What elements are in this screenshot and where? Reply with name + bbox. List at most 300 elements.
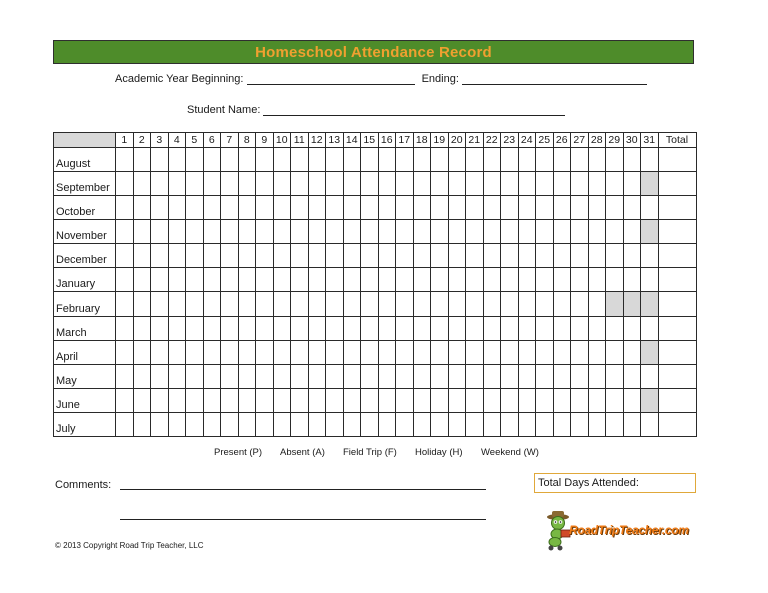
day-cell[interactable] <box>221 220 239 244</box>
day-cell[interactable] <box>483 412 501 436</box>
day-cell[interactable] <box>466 292 484 316</box>
day-cell[interactable] <box>273 148 291 172</box>
month-total-cell[interactable] <box>658 148 696 172</box>
day-cell[interactable] <box>536 316 554 340</box>
day-cell[interactable] <box>291 268 309 292</box>
day-cell[interactable] <box>308 148 326 172</box>
day-cell[interactable] <box>448 196 466 220</box>
day-cell[interactable] <box>588 268 606 292</box>
day-cell[interactable] <box>361 292 379 316</box>
day-cell[interactable] <box>116 388 134 412</box>
day-cell[interactable] <box>588 196 606 220</box>
day-cell[interactable] <box>606 316 624 340</box>
day-cell[interactable] <box>396 172 414 196</box>
day-cell[interactable] <box>448 316 466 340</box>
day-cell[interactable] <box>326 220 344 244</box>
day-cell[interactable] <box>203 340 221 364</box>
day-cell[interactable] <box>361 412 379 436</box>
day-cell[interactable] <box>641 196 659 220</box>
day-cell[interactable] <box>553 244 571 268</box>
day-cell[interactable] <box>343 244 361 268</box>
day-cell[interactable] <box>116 340 134 364</box>
day-cell[interactable] <box>291 340 309 364</box>
day-cell[interactable] <box>466 196 484 220</box>
day-cell[interactable] <box>343 148 361 172</box>
day-cell[interactable] <box>116 172 134 196</box>
day-cell[interactable] <box>518 316 536 340</box>
day-cell[interactable] <box>273 412 291 436</box>
day-cell[interactable] <box>203 292 221 316</box>
day-cell[interactable] <box>186 340 204 364</box>
day-cell[interactable] <box>518 220 536 244</box>
day-cell[interactable] <box>606 196 624 220</box>
day-cell[interactable] <box>536 220 554 244</box>
day-cell[interactable] <box>448 220 466 244</box>
day-cell[interactable] <box>553 196 571 220</box>
day-cell[interactable] <box>343 268 361 292</box>
day-cell[interactable] <box>378 364 396 388</box>
day-cell[interactable] <box>203 268 221 292</box>
month-total-cell[interactable] <box>658 244 696 268</box>
day-cell[interactable] <box>413 412 431 436</box>
day-cell[interactable] <box>483 364 501 388</box>
day-cell[interactable] <box>221 268 239 292</box>
day-cell[interactable] <box>256 292 274 316</box>
day-cell[interactable] <box>168 388 186 412</box>
day-cell[interactable] <box>413 316 431 340</box>
day-cell[interactable] <box>361 388 379 412</box>
day-cell[interactable] <box>151 364 169 388</box>
day-cell[interactable] <box>343 364 361 388</box>
day-cell[interactable] <box>151 412 169 436</box>
day-cell[interactable] <box>483 244 501 268</box>
day-cell[interactable] <box>238 268 256 292</box>
day-cell[interactable] <box>361 340 379 364</box>
day-cell[interactable] <box>483 172 501 196</box>
day-cell[interactable] <box>361 316 379 340</box>
day-cell[interactable] <box>291 148 309 172</box>
day-cell[interactable] <box>413 292 431 316</box>
day-cell[interactable] <box>623 412 641 436</box>
day-cell[interactable] <box>501 196 519 220</box>
day-cell[interactable] <box>151 172 169 196</box>
day-cell[interactable] <box>256 388 274 412</box>
day-cell[interactable] <box>256 220 274 244</box>
day-cell[interactable] <box>133 244 151 268</box>
day-cell[interactable] <box>361 148 379 172</box>
day-cell[interactable] <box>326 316 344 340</box>
day-cell[interactable] <box>133 268 151 292</box>
day-cell[interactable] <box>221 172 239 196</box>
day-cell[interactable] <box>588 244 606 268</box>
day-cell[interactable] <box>221 364 239 388</box>
day-cell[interactable] <box>238 148 256 172</box>
day-cell[interactable] <box>291 364 309 388</box>
day-cell[interactable] <box>553 268 571 292</box>
academic-year-field[interactable] <box>247 73 415 85</box>
day-cell[interactable] <box>291 220 309 244</box>
day-cell[interactable] <box>343 196 361 220</box>
day-cell[interactable] <box>641 316 659 340</box>
day-cell[interactable] <box>221 412 239 436</box>
day-cell[interactable] <box>168 340 186 364</box>
day-cell[interactable] <box>448 364 466 388</box>
day-cell[interactable] <box>361 244 379 268</box>
month-total-cell[interactable] <box>658 316 696 340</box>
day-cell[interactable] <box>641 412 659 436</box>
day-cell[interactable] <box>466 316 484 340</box>
day-cell[interactable] <box>238 364 256 388</box>
day-cell[interactable] <box>256 268 274 292</box>
day-cell[interactable] <box>448 388 466 412</box>
day-cell[interactable] <box>396 148 414 172</box>
month-total-cell[interactable] <box>658 220 696 244</box>
day-cell[interactable] <box>588 364 606 388</box>
day-cell[interactable] <box>116 268 134 292</box>
day-cell[interactable] <box>238 388 256 412</box>
day-cell[interactable] <box>606 172 624 196</box>
day-cell[interactable] <box>186 268 204 292</box>
day-cell[interactable] <box>343 340 361 364</box>
total-days-box[interactable] <box>534 473 696 493</box>
day-cell[interactable] <box>501 388 519 412</box>
day-cell[interactable] <box>378 412 396 436</box>
day-cell[interactable] <box>553 412 571 436</box>
day-cell[interactable] <box>536 412 554 436</box>
day-cell[interactable] <box>396 388 414 412</box>
day-cell[interactable] <box>256 172 274 196</box>
day-cell[interactable] <box>361 268 379 292</box>
day-cell[interactable] <box>221 244 239 268</box>
day-cell[interactable] <box>378 196 396 220</box>
day-cell[interactable] <box>623 340 641 364</box>
day-cell[interactable] <box>448 412 466 436</box>
day-cell[interactable] <box>466 148 484 172</box>
day-cell[interactable] <box>606 412 624 436</box>
day-cell[interactable] <box>641 364 659 388</box>
day-cell[interactable] <box>606 244 624 268</box>
day-cell[interactable] <box>466 340 484 364</box>
day-cell[interactable] <box>238 196 256 220</box>
day-cell[interactable] <box>518 412 536 436</box>
day-cell[interactable] <box>326 292 344 316</box>
day-cell[interactable] <box>308 220 326 244</box>
day-cell[interactable] <box>378 292 396 316</box>
day-cell[interactable] <box>308 196 326 220</box>
day-cell[interactable] <box>308 340 326 364</box>
day-cell[interactable] <box>501 172 519 196</box>
day-cell[interactable] <box>606 340 624 364</box>
day-cell[interactable] <box>273 220 291 244</box>
day-cell[interactable] <box>168 148 186 172</box>
day-cell[interactable] <box>168 412 186 436</box>
day-cell[interactable] <box>571 292 589 316</box>
day-cell[interactable] <box>273 316 291 340</box>
day-cell[interactable] <box>133 292 151 316</box>
day-cell[interactable] <box>536 148 554 172</box>
day-cell[interactable] <box>203 220 221 244</box>
day-cell[interactable] <box>431 172 449 196</box>
comments-line-1[interactable] <box>120 489 486 490</box>
day-cell[interactable] <box>186 196 204 220</box>
day-cell[interactable] <box>588 172 606 196</box>
day-cell[interactable] <box>273 244 291 268</box>
day-cell[interactable] <box>571 388 589 412</box>
day-cell[interactable] <box>588 316 606 340</box>
day-cell[interactable] <box>536 172 554 196</box>
day-cell[interactable] <box>343 172 361 196</box>
day-cell[interactable] <box>518 148 536 172</box>
month-total-cell[interactable] <box>658 292 696 316</box>
day-cell[interactable] <box>571 148 589 172</box>
day-cell[interactable] <box>238 292 256 316</box>
day-cell[interactable] <box>203 412 221 436</box>
day-cell[interactable] <box>186 388 204 412</box>
month-total-cell[interactable] <box>658 196 696 220</box>
day-cell[interactable] <box>133 316 151 340</box>
day-cell[interactable] <box>168 316 186 340</box>
day-cell[interactable] <box>396 244 414 268</box>
day-cell[interactable] <box>483 196 501 220</box>
day-cell[interactable] <box>571 412 589 436</box>
day-cell[interactable] <box>273 388 291 412</box>
day-cell[interactable] <box>238 244 256 268</box>
day-cell[interactable] <box>553 388 571 412</box>
day-cell[interactable] <box>256 244 274 268</box>
day-cell[interactable] <box>133 412 151 436</box>
month-total-cell[interactable] <box>658 172 696 196</box>
day-cell[interactable] <box>186 172 204 196</box>
day-cell[interactable] <box>518 364 536 388</box>
day-cell[interactable] <box>606 364 624 388</box>
day-cell[interactable] <box>238 316 256 340</box>
day-cell[interactable] <box>238 340 256 364</box>
day-cell[interactable] <box>378 316 396 340</box>
day-cell[interactable] <box>623 148 641 172</box>
day-cell[interactable] <box>431 292 449 316</box>
day-cell[interactable] <box>431 244 449 268</box>
day-cell[interactable] <box>431 196 449 220</box>
day-cell[interactable] <box>588 412 606 436</box>
month-total-cell[interactable] <box>658 412 696 436</box>
day-cell[interactable] <box>151 148 169 172</box>
day-cell[interactable] <box>133 172 151 196</box>
day-cell[interactable] <box>396 292 414 316</box>
day-cell[interactable] <box>151 196 169 220</box>
day-cell[interactable] <box>186 244 204 268</box>
day-cell[interactable] <box>378 388 396 412</box>
day-cell[interactable] <box>203 148 221 172</box>
day-cell[interactable] <box>413 364 431 388</box>
day-cell[interactable] <box>553 148 571 172</box>
day-cell[interactable] <box>606 148 624 172</box>
day-cell[interactable] <box>396 316 414 340</box>
day-cell[interactable] <box>238 172 256 196</box>
day-cell[interactable] <box>571 364 589 388</box>
day-cell[interactable] <box>553 220 571 244</box>
day-cell[interactable] <box>221 340 239 364</box>
day-cell[interactable] <box>483 340 501 364</box>
day-cell[interactable] <box>308 292 326 316</box>
day-cell[interactable] <box>168 364 186 388</box>
day-cell[interactable] <box>256 148 274 172</box>
day-cell[interactable] <box>553 172 571 196</box>
day-cell[interactable] <box>588 292 606 316</box>
day-cell[interactable] <box>186 220 204 244</box>
day-cell[interactable] <box>273 268 291 292</box>
day-cell[interactable] <box>238 412 256 436</box>
day-cell[interactable] <box>326 364 344 388</box>
day-cell[interactable] <box>168 196 186 220</box>
day-cell[interactable] <box>378 220 396 244</box>
day-cell[interactable] <box>326 196 344 220</box>
day-cell[interactable] <box>186 148 204 172</box>
day-cell[interactable] <box>536 268 554 292</box>
day-cell[interactable] <box>588 388 606 412</box>
day-cell[interactable] <box>623 316 641 340</box>
day-cell[interactable] <box>518 268 536 292</box>
day-cell[interactable] <box>623 244 641 268</box>
day-cell[interactable] <box>606 388 624 412</box>
day-cell[interactable] <box>413 148 431 172</box>
day-cell[interactable] <box>291 172 309 196</box>
day-cell[interactable] <box>553 340 571 364</box>
day-cell[interactable] <box>483 388 501 412</box>
month-total-cell[interactable] <box>658 340 696 364</box>
day-cell[interactable] <box>413 196 431 220</box>
day-cell[interactable] <box>588 220 606 244</box>
day-cell[interactable] <box>238 220 256 244</box>
day-cell[interactable] <box>343 316 361 340</box>
month-total-cell[interactable] <box>658 268 696 292</box>
day-cell[interactable] <box>116 412 134 436</box>
day-cell[interactable] <box>501 148 519 172</box>
day-cell[interactable] <box>466 244 484 268</box>
day-cell[interactable] <box>361 220 379 244</box>
day-cell[interactable] <box>291 244 309 268</box>
day-cell[interactable] <box>623 388 641 412</box>
day-cell[interactable] <box>256 196 274 220</box>
day-cell[interactable] <box>361 364 379 388</box>
day-cell[interactable] <box>588 148 606 172</box>
day-cell[interactable] <box>413 220 431 244</box>
day-cell[interactable] <box>273 292 291 316</box>
day-cell[interactable] <box>326 148 344 172</box>
day-cell[interactable] <box>483 268 501 292</box>
day-cell[interactable] <box>378 244 396 268</box>
day-cell[interactable] <box>483 220 501 244</box>
day-cell[interactable] <box>431 412 449 436</box>
day-cell[interactable] <box>343 412 361 436</box>
day-cell[interactable] <box>326 268 344 292</box>
day-cell[interactable] <box>641 244 659 268</box>
day-cell[interactable] <box>378 148 396 172</box>
day-cell[interactable] <box>168 220 186 244</box>
day-cell[interactable] <box>203 364 221 388</box>
day-cell[interactable] <box>501 340 519 364</box>
month-total-cell[interactable] <box>658 388 696 412</box>
day-cell[interactable] <box>203 388 221 412</box>
day-cell[interactable] <box>553 292 571 316</box>
day-cell[interactable] <box>361 196 379 220</box>
day-cell[interactable] <box>116 364 134 388</box>
day-cell[interactable] <box>186 292 204 316</box>
day-cell[interactable] <box>571 172 589 196</box>
day-cell[interactable] <box>571 196 589 220</box>
day-cell[interactable] <box>151 244 169 268</box>
day-cell[interactable] <box>151 220 169 244</box>
day-cell[interactable] <box>221 388 239 412</box>
day-cell[interactable] <box>466 412 484 436</box>
day-cell[interactable] <box>151 340 169 364</box>
day-cell[interactable] <box>116 220 134 244</box>
day-cell[interactable] <box>431 340 449 364</box>
day-cell[interactable] <box>466 388 484 412</box>
day-cell[interactable] <box>168 292 186 316</box>
day-cell[interactable] <box>623 220 641 244</box>
day-cell[interactable] <box>308 412 326 436</box>
day-cell[interactable] <box>466 172 484 196</box>
day-cell[interactable] <box>536 244 554 268</box>
day-cell[interactable] <box>203 316 221 340</box>
day-cell[interactable] <box>571 268 589 292</box>
day-cell[interactable] <box>553 364 571 388</box>
day-cell[interactable] <box>326 388 344 412</box>
day-cell[interactable] <box>186 316 204 340</box>
day-cell[interactable] <box>571 316 589 340</box>
day-cell[interactable] <box>501 316 519 340</box>
day-cell[interactable] <box>256 316 274 340</box>
day-cell[interactable] <box>641 268 659 292</box>
day-cell[interactable] <box>413 172 431 196</box>
day-cell[interactable] <box>483 292 501 316</box>
day-cell[interactable] <box>536 196 554 220</box>
day-cell[interactable] <box>186 412 204 436</box>
day-cell[interactable] <box>396 412 414 436</box>
day-cell[interactable] <box>623 268 641 292</box>
day-cell[interactable] <box>396 196 414 220</box>
day-cell[interactable] <box>518 388 536 412</box>
day-cell[interactable] <box>431 364 449 388</box>
day-cell[interactable] <box>343 388 361 412</box>
day-cell[interactable] <box>326 172 344 196</box>
day-cell[interactable] <box>116 148 134 172</box>
day-cell[interactable] <box>168 244 186 268</box>
day-cell[interactable] <box>256 340 274 364</box>
day-cell[interactable] <box>501 268 519 292</box>
day-cell[interactable] <box>431 148 449 172</box>
day-cell[interactable] <box>203 244 221 268</box>
day-cell[interactable] <box>133 196 151 220</box>
day-cell[interactable] <box>448 340 466 364</box>
day-cell[interactable] <box>518 340 536 364</box>
day-cell[interactable] <box>273 364 291 388</box>
day-cell[interactable] <box>501 292 519 316</box>
day-cell[interactable] <box>448 268 466 292</box>
day-cell[interactable] <box>378 172 396 196</box>
day-cell[interactable] <box>116 244 134 268</box>
day-cell[interactable] <box>308 268 326 292</box>
day-cell[interactable] <box>518 292 536 316</box>
day-cell[interactable] <box>536 292 554 316</box>
month-total-cell[interactable] <box>658 364 696 388</box>
day-cell[interactable] <box>413 268 431 292</box>
day-cell[interactable] <box>308 364 326 388</box>
day-cell[interactable] <box>151 292 169 316</box>
day-cell[interactable] <box>606 220 624 244</box>
day-cell[interactable] <box>396 268 414 292</box>
day-cell[interactable] <box>133 220 151 244</box>
